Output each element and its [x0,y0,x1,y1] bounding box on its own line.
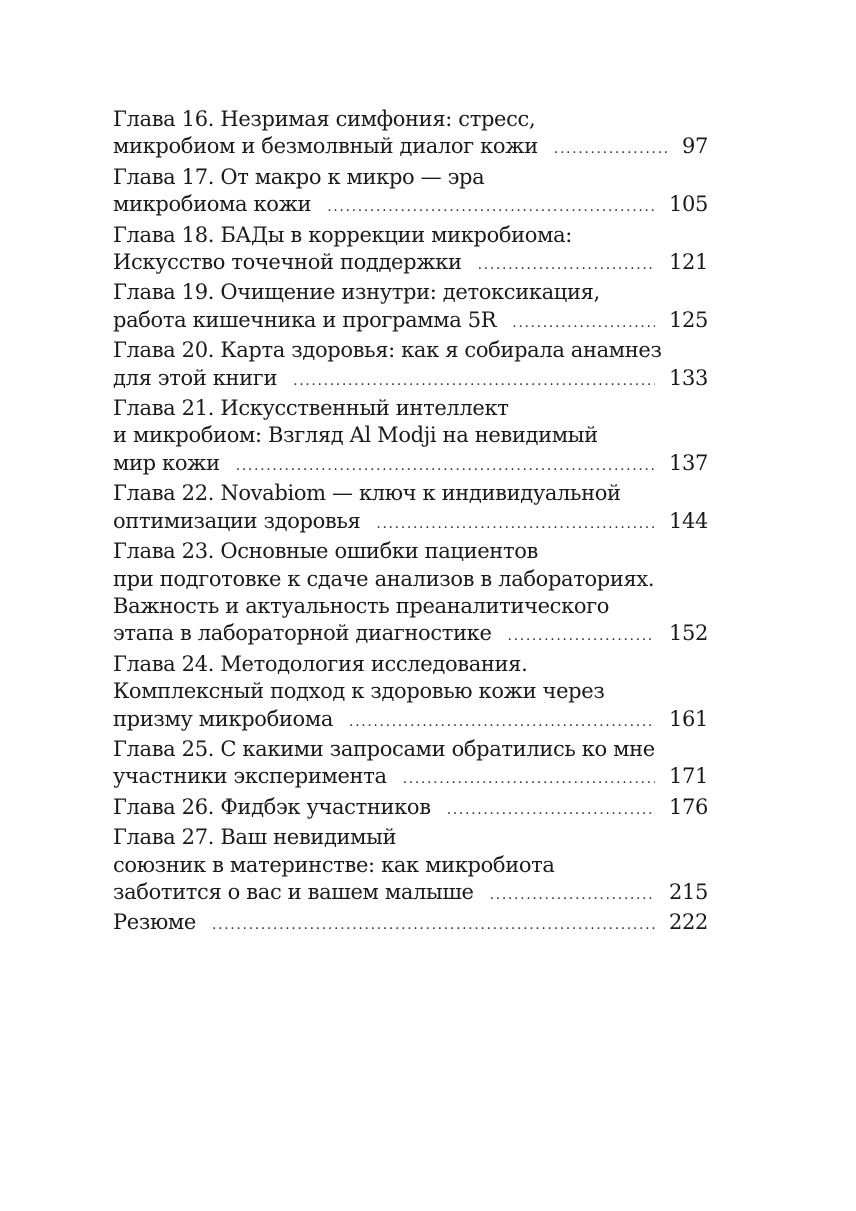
toc-page-number: 144 [668,508,708,533]
dot-leader [490,882,655,909]
toc-entry-title-line: союзник в материнстве: как микробиота [113,852,555,877]
dot-leader [478,252,655,279]
toc-page-number: 121 [668,250,708,275]
toc-entry[interactable] [113,909,708,939]
toc-entry-last-line [113,249,708,279]
toc-page-number: 176 [668,794,708,819]
toc-page-number: 97 [681,134,708,159]
toc-page-number: 161 [668,706,708,731]
dot-leader [512,310,655,337]
dot-leader [403,766,655,793]
toc-entry-title-line: Важность и актуальность преаналитического [113,593,610,618]
toc-entry-title-line: участники эксперимента [113,764,387,789]
toc-entry-title-line: микробиома кожи [113,192,312,217]
dot-leader [376,511,655,538]
toc-entry-title-line: оптимизации здоровья [113,508,361,533]
toc-entry-title-line: Глава 16. Незримая симфония: стресс, [113,107,536,131]
toc-entry-title-line: Комплексный подход к здоровью кожи через [113,679,605,704]
toc-entry[interactable] [113,222,708,280]
toc-entry-title-line: этапа в лабораторной диагностике [113,621,492,646]
toc-page-number: 105 [668,192,708,217]
dot-leader [554,136,668,163]
toc-entry-last-line [113,706,708,736]
toc-entry-title-line: Глава 18. БАДы в коррекции микробиома: [113,222,572,247]
dot-leader [349,709,655,736]
toc-entry-title-line: Глава 17. От макро к микро — эра [113,164,485,189]
toc-entry-title-line: Глава 26. Фидбэк участников [113,794,431,819]
toc-entry[interactable] [113,538,708,651]
toc-entry-title-line: Искусство точечной поддержки [113,250,462,275]
toc-entry[interactable] [113,736,708,794]
toc-entry-last-line [113,794,708,824]
dot-leader [212,912,655,939]
dot-leader [447,797,655,824]
toc-entry[interactable] [113,164,708,222]
toc-entry-title-line: Глава 24. Методология исследования. [113,651,528,676]
toc-entry-last-line [113,508,708,538]
toc-entry-title-line: Глава 19. Очищение изнутри: детоксикация, [113,280,600,305]
toc-entry-last-line [113,620,708,650]
toc-entry-last-line [113,133,708,163]
toc-entry-last-line [113,879,708,909]
toc-entry-last-line [113,191,708,221]
toc-entry-title-line: микробиом и безмолвный диалог кожи [113,134,538,159]
toc-entry-title-line: призму микробиома [113,706,333,731]
toc-page-number: 171 [668,764,708,789]
dot-leader [236,453,655,480]
toc-page-number: 222 [668,910,708,935]
toc-page-number: 215 [668,879,708,904]
toc-entry[interactable] [113,395,708,480]
toc-entry[interactable] [113,794,708,824]
toc-entry[interactable] [113,279,708,337]
toc-entry-title-line: Глава 21. Искусственный интеллект [113,396,509,421]
toc-entry[interactable] [113,106,708,164]
toc-page-number: 137 [668,450,708,475]
toc-entry[interactable] [113,337,708,395]
toc-entry-title-line: Глава 20. Карта здоровья: как я собирала анамнез [113,338,662,363]
toc-entry[interactable] [113,480,708,538]
dot-leader [293,368,655,395]
toc-entry-title-line: Резюме [113,910,196,935]
toc-entry-title-line: Глава 23. Основные ошибки пациентов [113,539,538,564]
table-of-contents [113,106,708,940]
toc-entry-last-line [113,763,708,793]
toc-entry-title-line: работа кишечника и программа 5R [113,307,497,332]
dot-leader [508,623,655,650]
toc-page-number: 133 [668,365,708,390]
toc-page-number: 152 [668,621,708,646]
toc-entry[interactable] [113,824,708,909]
dot-leader [327,194,655,221]
toc-entry-title-line: Глава 27. Ваш невидимый [113,825,397,850]
toc-entry-title-line: для этой книги [113,365,278,390]
toc-entry-title-line: мир кожи [113,450,220,475]
toc-entry-title-line: заботится о вас и вашем малыше [113,879,474,904]
toc-entry-last-line [113,307,708,337]
toc-entry-title-line: Глава 22. Novabiom — ключ к индивидуальной [113,481,621,506]
toc-entry-last-line [113,365,708,395]
toc-entry-title-line: Глава 25. С какими запросами обратились ко мне [113,736,655,761]
toc-entry-last-line [113,909,708,939]
toc-entry[interactable] [113,651,708,736]
toc-entry-last-line [113,450,708,480]
toc-entry-title-line: при подготовке к сдаче анализов в лабораториях. [113,566,655,591]
toc-page-number: 125 [668,307,708,332]
toc-entry-title-line: и микробиом: Взгляд Al Modji на невидимый [113,423,598,448]
